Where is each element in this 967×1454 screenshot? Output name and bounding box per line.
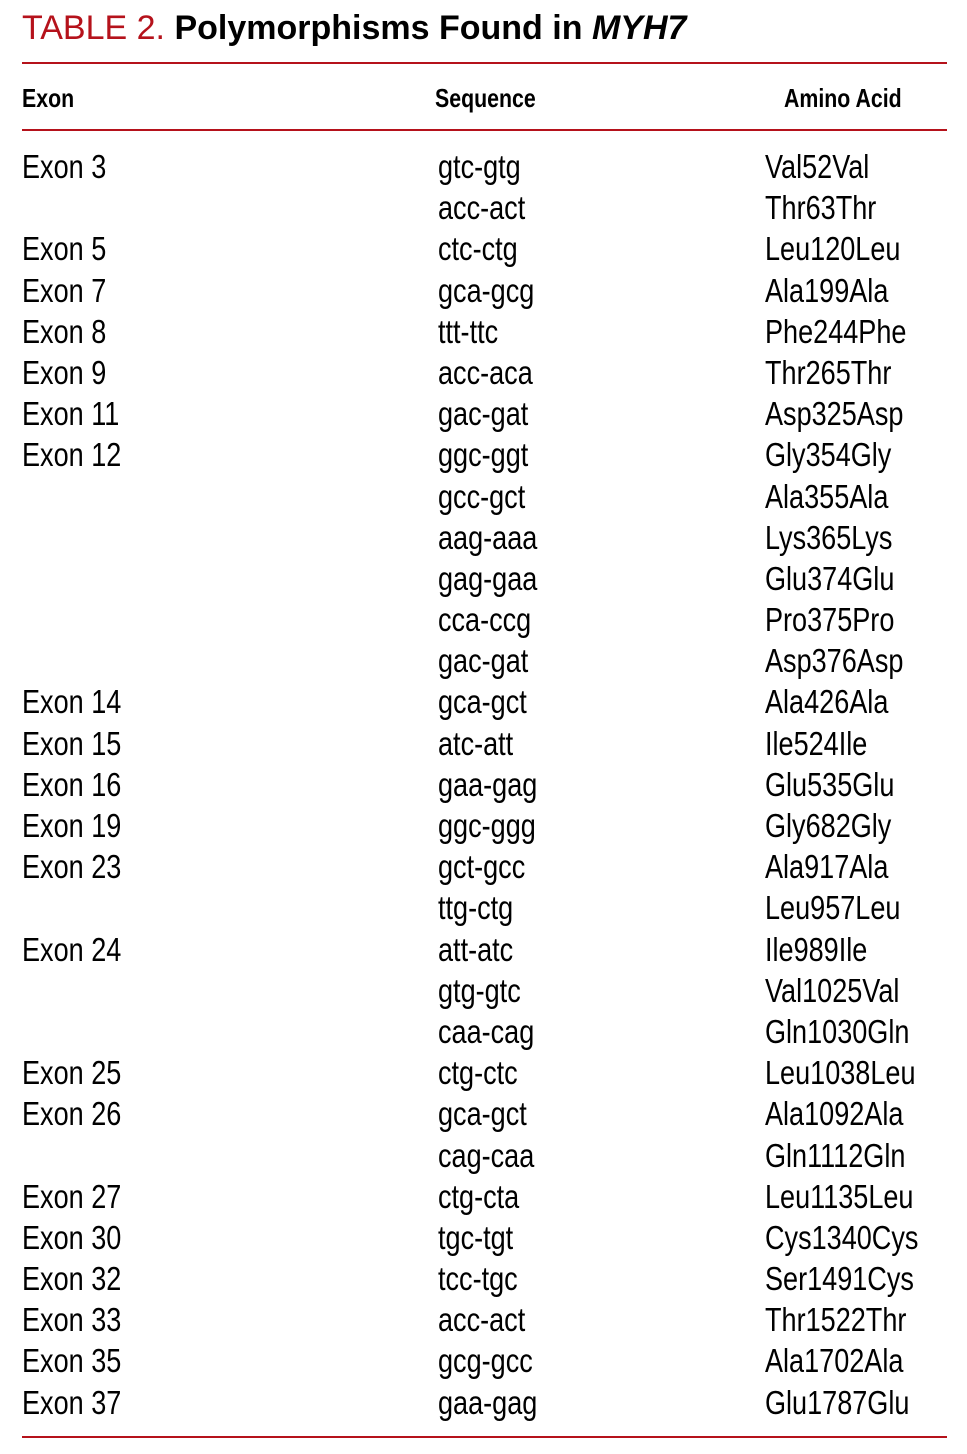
exon-cell: Exon 24: [22, 930, 122, 968]
exon-cell: Exon 26: [22, 1095, 122, 1133]
table-row: [0, 970, 967, 1011]
exon-cell: Exon 30: [22, 1218, 122, 1256]
amino-acid-cell: Ile524Ile: [765, 724, 868, 762]
exon-cell: Exon 19: [22, 807, 122, 844]
table-row: [0, 476, 967, 517]
table-row: [0, 1258, 967, 1299]
amino-acid-cell: Glu1787Glu: [765, 1383, 910, 1421]
amino-acid-cell: Lys365Lys: [765, 518, 893, 556]
table-row: [0, 1340, 967, 1381]
amino-acid-cell: Val1025Val: [765, 971, 900, 1009]
table-row: [0, 270, 967, 311]
sequence-cell: ctg-ctc: [438, 1054, 518, 1092]
sequence-cell: acc-act: [438, 1301, 526, 1339]
amino-acid-cell: Ala199Ala: [765, 271, 889, 309]
top-rule: [22, 62, 947, 64]
table-row: [0, 1135, 967, 1176]
exon-cell: Exon 15: [22, 724, 122, 762]
table-row: [0, 846, 967, 887]
exon-cell: Exon 9: [22, 353, 107, 391]
table-title: [22, 8, 686, 48]
sequence-cell: cag-caa: [438, 1136, 535, 1174]
table-row: [0, 1217, 967, 1258]
exon-cell: Exon 25: [22, 1054, 122, 1092]
sequence-cell: gca-gct: [438, 1095, 527, 1133]
exon-cell: Exon 16: [22, 765, 122, 803]
amino-acid-cell: Gly354Gly: [765, 436, 892, 474]
exon-cell: Exon 12: [22, 436, 122, 474]
table-row: [0, 517, 967, 558]
table-row: [0, 146, 967, 187]
sequence-cell: gag-gaa: [438, 559, 538, 597]
sequence-cell: ggc-ggg: [438, 807, 536, 844]
amino-acid-cell: Pro375Pro: [765, 601, 895, 639]
sequence-cell: gca-gcg: [438, 271, 535, 309]
amino-acid-cell: Ile989Ile: [765, 930, 868, 968]
sequence-cell: gaa-gag: [438, 765, 538, 803]
exon-cell: Exon 27: [22, 1177, 122, 1215]
sequence-cell: cca-ccg: [438, 601, 532, 639]
sequence-cell: ggc-ggt: [438, 436, 529, 474]
table-row: [0, 187, 967, 228]
amino-acid-cell: Thr1522Thr: [765, 1301, 907, 1339]
table-row: [0, 1299, 967, 1340]
sequence-cell: gtg-gtc: [438, 971, 521, 1009]
amino-acid-cell: Ala426Ala: [765, 683, 889, 721]
exon-cell: Exon 33: [22, 1301, 122, 1339]
column-header-amino-acid: Amino Acid: [784, 83, 902, 113]
gene-name: MYH7: [591, 9, 687, 47]
table-row: [0, 805, 967, 846]
sequence-cell: gcg-gcc: [438, 1342, 533, 1380]
bottom-rule: [22, 1436, 947, 1438]
amino-acid-cell: Leu957Leu: [765, 889, 901, 927]
amino-acid-cell: Leu1135Leu: [765, 1177, 914, 1215]
sequence-cell: gca-gct: [438, 683, 527, 721]
amino-acid-cell: Glu535Glu: [765, 765, 895, 803]
table-caption: Polymorphisms Found in: [174, 9, 583, 47]
table-row: [0, 352, 967, 393]
amino-acid-cell: Gly682Gly: [765, 807, 892, 844]
sequence-cell: gaa-gag: [438, 1383, 538, 1421]
sequence-cell: gcc-gct: [438, 477, 526, 515]
amino-acid-cell: Ser1491Cys: [765, 1260, 914, 1298]
table-row: [0, 1382, 967, 1423]
table-number: TABLE 2.: [22, 9, 165, 47]
sequence-cell: caa-cag: [438, 1012, 535, 1050]
sequence-cell: aag-aaa: [438, 518, 538, 556]
exon-cell: Exon 5: [22, 230, 107, 268]
amino-acid-cell: Asp376Asp: [765, 642, 904, 680]
sequence-cell: gac-gat: [438, 642, 529, 680]
amino-acid-cell: Val52Val: [765, 148, 870, 185]
amino-acid-cell: Leu1038Leu: [765, 1054, 916, 1092]
table-row: [0, 558, 967, 599]
header-rule: [22, 129, 947, 131]
exon-cell: Exon 32: [22, 1260, 122, 1298]
exon-cell: Exon 35: [22, 1342, 122, 1380]
table-row: [0, 1011, 967, 1052]
exon-cell: Exon 23: [22, 848, 122, 886]
sequence-cell: gtc-gtg: [438, 148, 521, 185]
amino-acid-cell: Leu120Leu: [765, 230, 901, 268]
table-row: [0, 393, 967, 434]
sequence-cell: att-atc: [438, 930, 514, 968]
amino-acid-cell: Gln1030Gln: [765, 1012, 910, 1050]
amino-acid-cell: Glu374Glu: [765, 559, 895, 597]
sequence-cell: gac-gat: [438, 395, 529, 433]
sequence-cell: tcc-tgc: [438, 1260, 518, 1298]
sequence-cell: acc-aca: [438, 353, 533, 391]
table-body: [0, 146, 967, 1423]
table-row: [0, 1176, 967, 1217]
table-row: [0, 723, 967, 764]
exon-cell: Exon 11: [22, 395, 120, 433]
sequence-cell: acc-act: [438, 189, 526, 227]
amino-acid-cell: Asp325Asp: [765, 395, 904, 433]
table-row: [0, 640, 967, 681]
amino-acid-cell: Ala1092Ala: [765, 1095, 904, 1133]
sequence-cell: tgc-tgt: [438, 1218, 514, 1256]
amino-acid-cell: Thr63Thr: [765, 189, 877, 227]
column-header-exon: Exon: [22, 83, 75, 113]
amino-acid-cell: Phe244Phe: [765, 312, 907, 350]
table-row: [0, 434, 967, 475]
table-row: [0, 929, 967, 970]
sequence-cell: atc-att: [438, 724, 514, 762]
exon-cell: Exon 3: [22, 148, 107, 185]
sequence-cell: ttt-ttc: [438, 312, 499, 350]
amino-acid-cell: Cys1340Cys: [765, 1218, 919, 1256]
column-header-sequence: Sequence: [435, 83, 536, 113]
amino-acid-cell: Ala917Ala: [765, 848, 889, 886]
sequence-cell: ctg-cta: [438, 1177, 520, 1215]
sequence-cell: ctc-ctg: [438, 230, 518, 268]
table-row: [0, 599, 967, 640]
sequence-cell: ttg-ctg: [438, 889, 514, 927]
exon-cell: Exon 8: [22, 312, 107, 350]
table-row: [0, 1093, 967, 1134]
table-row: [0, 228, 967, 269]
amino-acid-cell: Ala1702Ala: [765, 1342, 904, 1380]
amino-acid-cell: Ala355Ala: [765, 477, 889, 515]
table-row: [0, 681, 967, 722]
exon-cell: Exon 37: [22, 1383, 122, 1421]
exon-cell: Exon 7: [22, 271, 107, 309]
table-row: [0, 887, 967, 928]
sequence-cell: gct-gcc: [438, 848, 526, 886]
amino-acid-cell: Thr265Thr: [765, 353, 892, 391]
table-row: [0, 1052, 967, 1093]
amino-acid-cell: Gln1112Gln: [765, 1136, 906, 1174]
exon-cell: Exon 14: [22, 683, 122, 721]
table-row: [0, 764, 967, 805]
table-row: [0, 311, 967, 352]
